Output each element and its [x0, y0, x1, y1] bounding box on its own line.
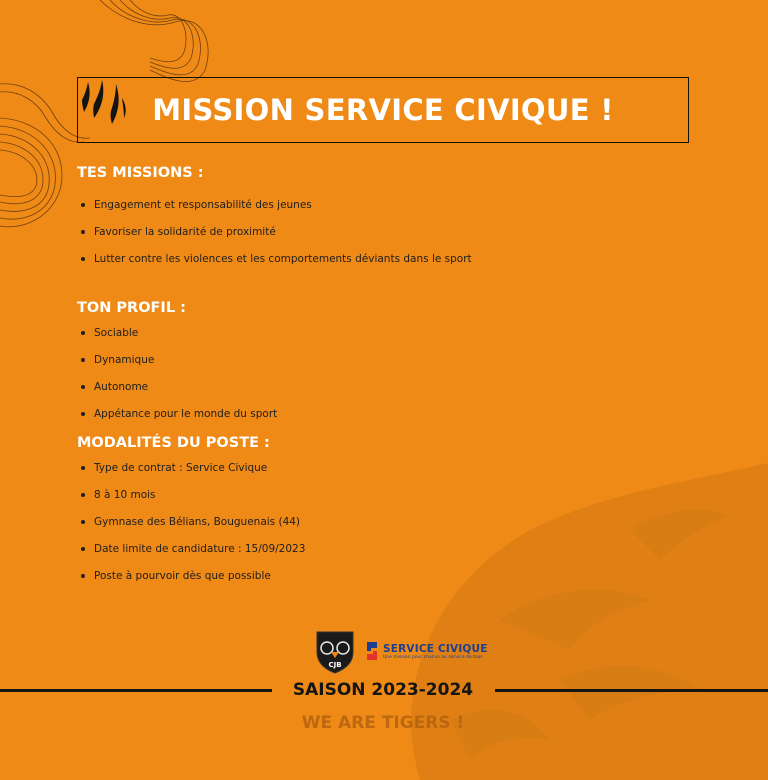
- list-item: Autonome: [77, 380, 277, 407]
- page-title: MISSION SERVICE CIVIQUE !: [152, 93, 614, 127]
- service-civique-tagline: Une mission pour chacun au service de tous: [383, 654, 483, 660]
- title-box: [77, 77, 689, 143]
- claw-marks-icon: [80, 78, 130, 132]
- partner-logos: [313, 628, 488, 674]
- service-civique-name: SERVICE CIVIQUE: [383, 642, 488, 655]
- terms-list: [77, 461, 305, 596]
- list-item: Gymnase des Bélians, Bouguenais (44): [77, 515, 305, 542]
- club-initials: CJB: [328, 661, 342, 669]
- list-item: Type de contrat : Service Civique: [77, 461, 305, 488]
- list-item: Engagement et responsabilité des jeunes: [77, 198, 472, 225]
- section-missions: [77, 165, 472, 279]
- list-item: Appétance pour le monde du sport: [77, 407, 277, 434]
- list-item: Lutter contre les violences et les comportements déviants dans le sport: [77, 252, 472, 279]
- list-item: 8 à 10 mois: [77, 488, 305, 515]
- missions-list: [77, 198, 472, 279]
- list-item: Date limite de candidature : 15/09/2023: [77, 542, 305, 569]
- service-civique-logo: [365, 640, 488, 662]
- section-heading-missions: TES MISSIONS :: [77, 165, 204, 181]
- section-heading-profile: TON PROFIL :: [77, 300, 186, 316]
- service-civique-mark-icon: [365, 640, 379, 662]
- footer-rule-left: [0, 689, 272, 692]
- slogan: WE ARE TIGERS !: [301, 713, 465, 733]
- club-logo: [313, 628, 357, 674]
- list-item: Dynamique: [77, 353, 277, 380]
- list-item: Favoriser la solidarité de proximité: [77, 225, 472, 252]
- section-terms: [77, 435, 305, 596]
- profile-list: [77, 326, 277, 434]
- section-heading-terms: MODALITÉS DU POSTE :: [77, 435, 270, 451]
- season-label: SAISON 2023-2024: [292, 680, 474, 700]
- footer-rule-right: [495, 689, 768, 692]
- list-item: Sociable: [77, 326, 277, 353]
- list-item: Poste à pourvoir dès que possible: [77, 569, 305, 596]
- section-profile: [77, 300, 277, 434]
